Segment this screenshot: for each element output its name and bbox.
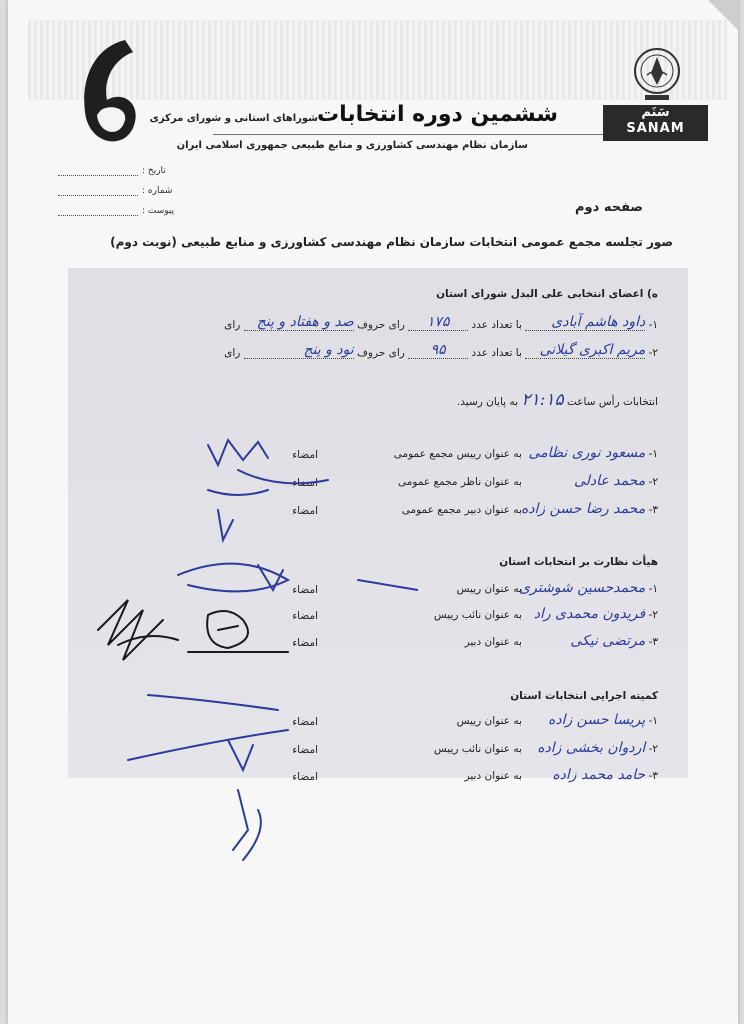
election-number-six [63,20,153,170]
signature-label: امضاء [292,584,318,596]
date-field: تاریخ : [58,166,166,176]
officer-name: حامد محمد زاده [552,767,646,783]
document-sheet [8,0,738,1024]
header-divider [213,134,653,135]
signature-label: امضاء [292,477,318,489]
vote-letters: نود و پنج [244,342,354,359]
supervision-row: ۱- محمدحسین شوشتری به عنوان رییس [456,580,658,596]
big-number: 6 [93,160,94,161]
officer-name: فریدون محمدی راد [533,606,646,622]
officer-name: محمد عادلی [574,473,646,489]
page-title: ششمین دوره انتخابات [316,102,558,127]
attachment-field: پیوست : [58,206,174,216]
minutes-title: صور تجلسه مجمع عمومی انتخابات سازمان نظام مهندسی کشاورزی و منابع طبیعی (نوبت دوم) [110,235,673,249]
supervision-heading: هیأت نظارت بر انتخابات استان [499,556,658,568]
sanam-logo [603,45,708,143]
signature-label: امضاء [292,449,318,461]
vote-letters: صد و هفتاد و پنج [244,314,354,331]
alternate-member-row: ۲- مریم اکبری گیلانی با تعداد عدد ۹۵ رای حروف نود و پنج رای [224,342,658,359]
logo-english: SANAM [626,121,685,136]
executive-row: ۱- پریسا حسن زاده به عنوان رییس [456,712,658,728]
logo-persian: سَنَم [641,105,670,120]
page-label: صفحه دوم [575,200,643,215]
alternate-member-row: ۱- داود هاشم آبادی با تعداد عدد ۱۷۵ رای حروف صد و هفتاد و پنج رای [224,314,658,331]
signature-label: امضاء [292,610,318,622]
assembly-row: ۲- محمد عادلی به عنوان ناظر مجمع عمومی [398,473,658,489]
assembly-row: ۳- محمد رضا حسن زاده به عنوان دبیر مجمع عمومی [401,501,658,517]
number-field: شماره : [58,186,172,196]
officer-name: اردوان بخشی زاده [537,740,646,756]
organization-name: سازمان نظام مهندسی کشاورزی و منابع طبیعی جمهوری اسلامی ایران [176,140,528,151]
assembly-row: ۱- مسعود نوری نظامی به عنوان رییس مجمع عمومی [393,445,658,461]
supervision-row: ۲- فریدون محمدی راد به عنوان نائب رییس [433,606,658,622]
election-end-line: انتخابات رأس ساعت ۲۱:۱۵ به پایان رسید. [456,390,658,410]
executive-heading: کمیته اجرایی انتخابات استان [510,690,658,702]
executive-row: ۲- اردوان بخشی زاده به عنوان نائب رییس [433,740,658,756]
signature-label: امضاء [292,744,318,756]
logo-box [603,105,708,141]
officer-name: مرتضی نیکی [570,633,646,649]
member-name: مریم اکبری گیلانی [525,342,645,359]
emblem-icon [633,45,681,103]
member-name: داود هاشم آبادی [525,314,645,331]
signature-label: امضاء [292,637,318,649]
officer-name: پریسا حسن زاده [548,712,646,728]
signature-label: امضاء [292,505,318,517]
end-time: ۲۱:۱۵ [521,390,564,410]
signature-label: امضاء [292,716,318,728]
councils-subtitle: شوراهای استانی و شورای مرکزی [149,113,318,124]
executive-row: ۳- حامد محمد زاده به عنوان دبیر [464,767,658,783]
vote-count: ۱۷۵ [408,314,468,331]
vote-count: ۹۵ [408,342,468,359]
officer-name: محمدحسین شوشتری [519,580,646,596]
officer-name: مسعود نوری نظامی [528,445,646,461]
officer-name: محمد رضا حسن زاده [520,501,646,517]
section-e-heading: ه) اعضای انتخابی علی البدل شورای استان [436,288,658,300]
signature-label: امضاء [292,771,318,783]
supervision-row: ۳- مرتضی نیکی به عنوان دبیر [464,633,658,649]
